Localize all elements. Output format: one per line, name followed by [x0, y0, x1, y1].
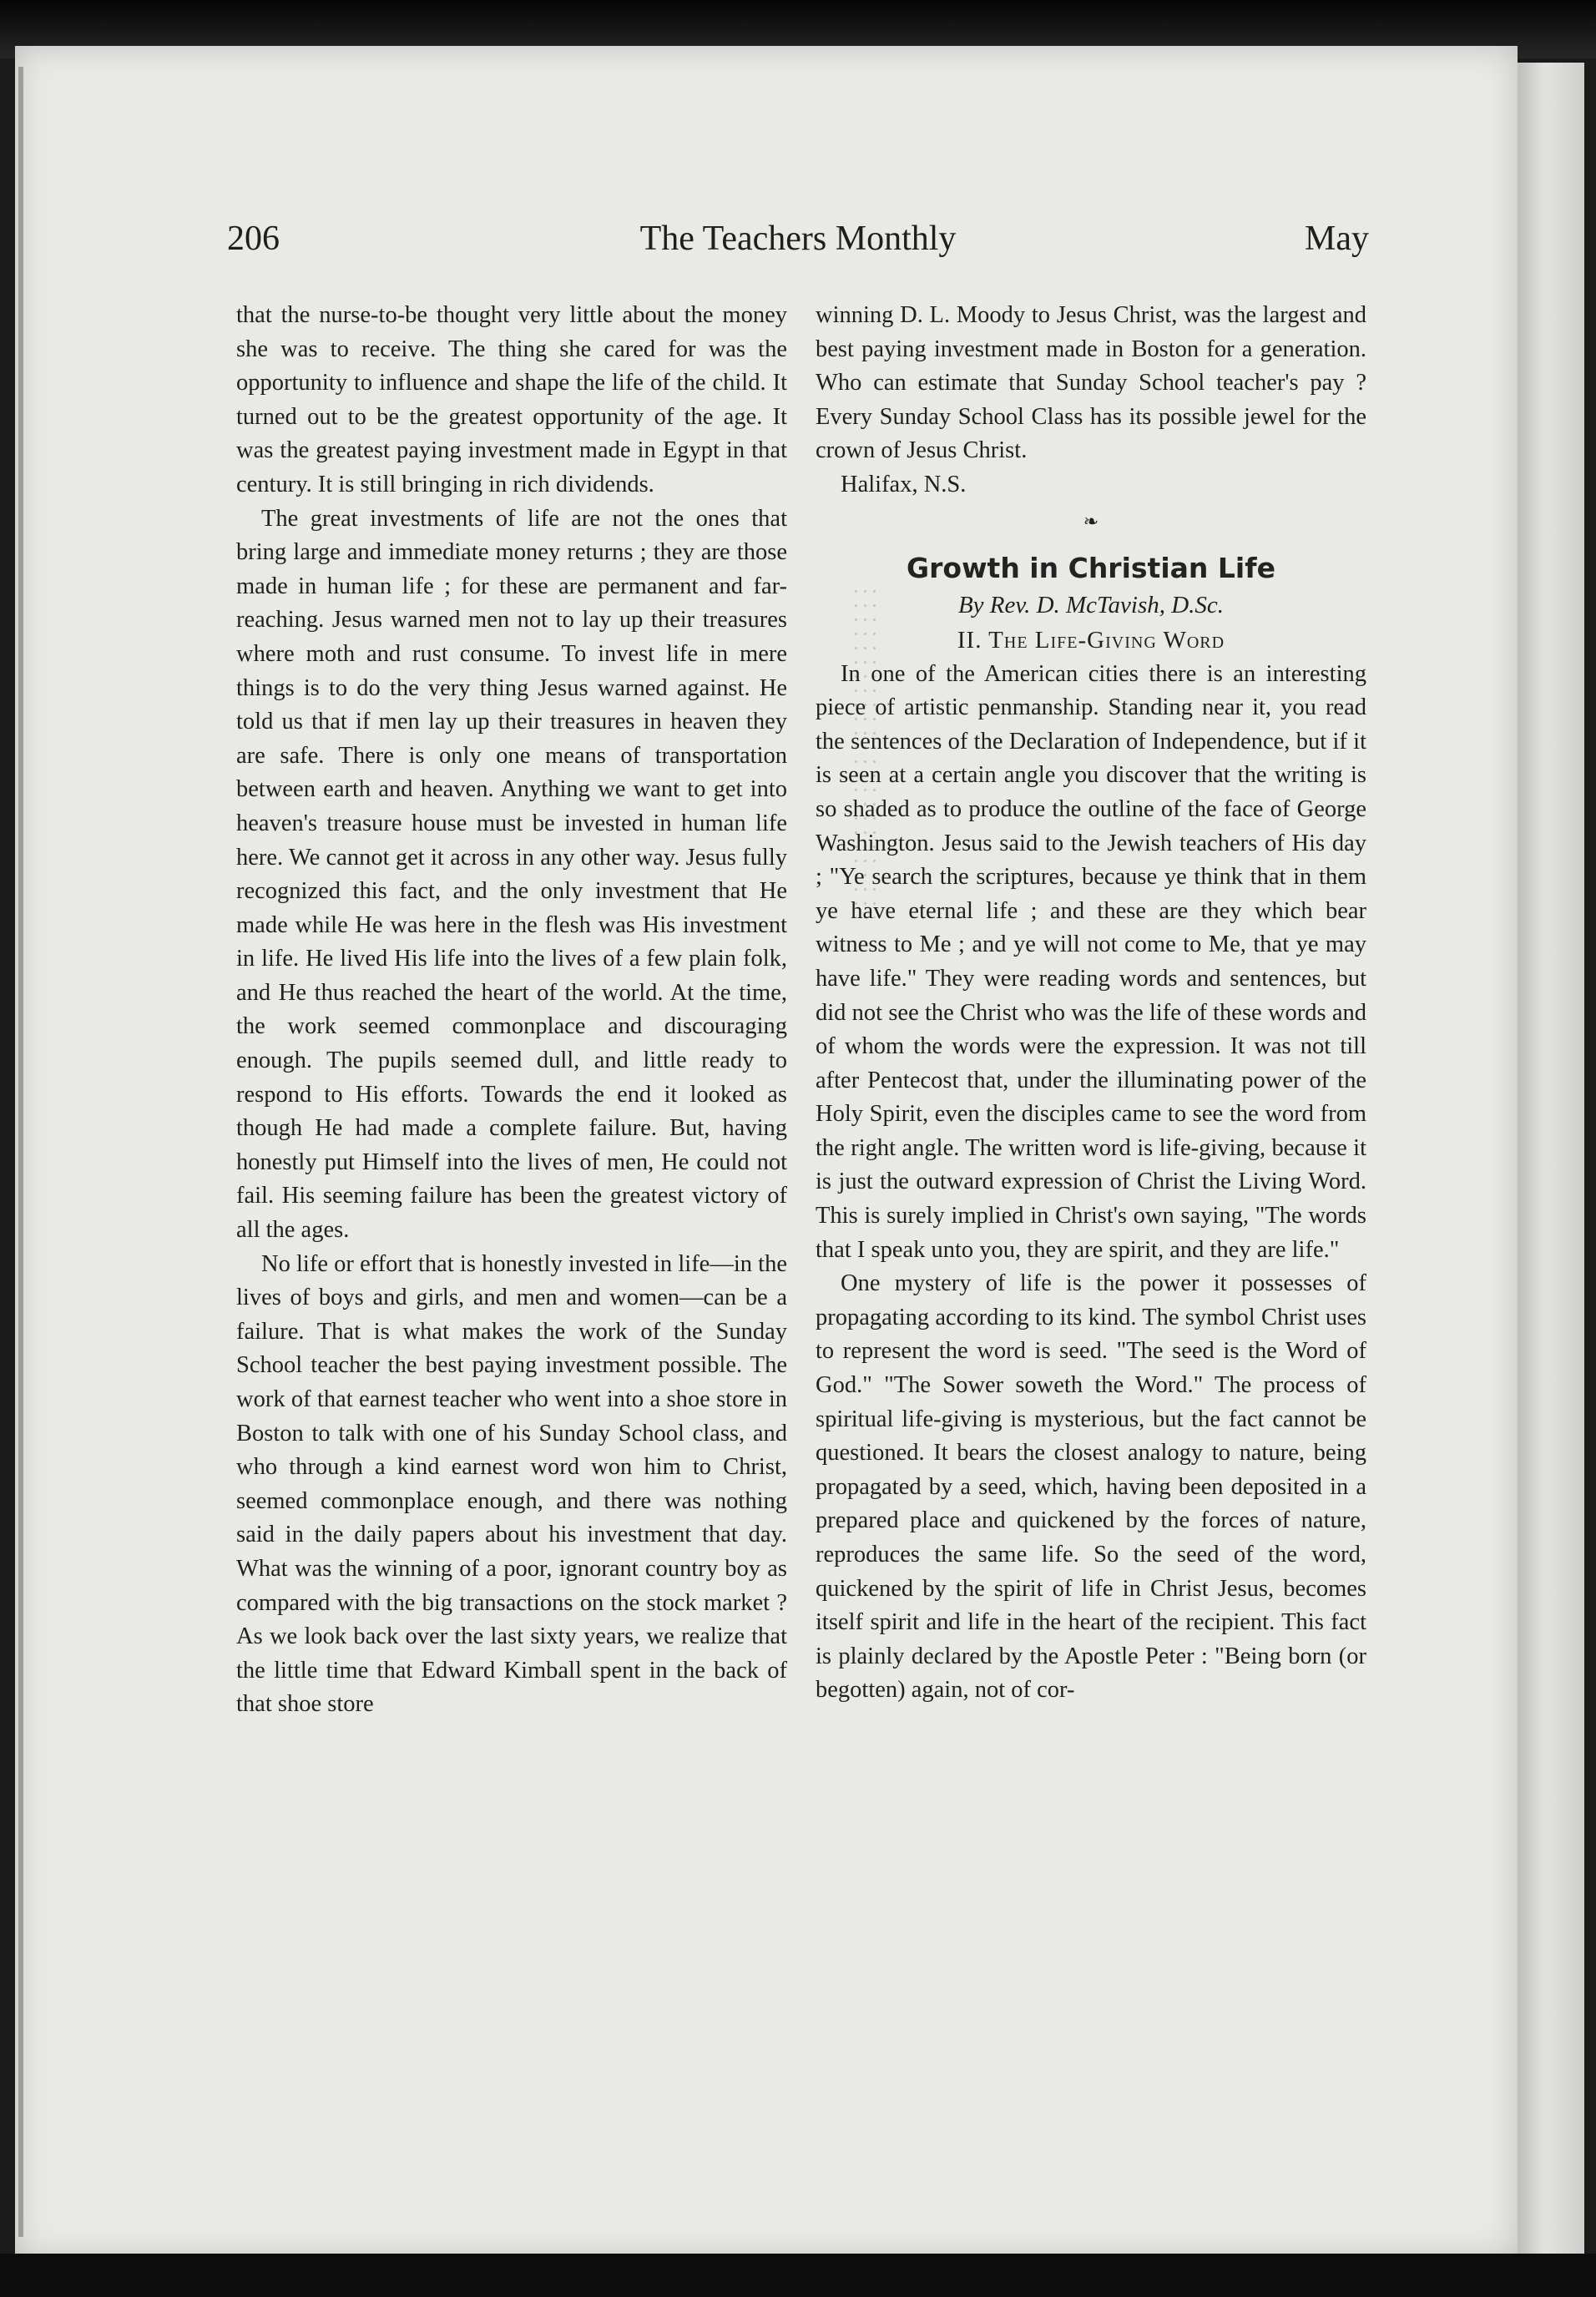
place-signature: Halifax, N.S. [841, 471, 967, 497]
paragraph: No life or effort that is honestly invested in life—in the lives of boys and girls, and men and women—can be a failure. That is what makes the work of the Sunday School teacher the best paying investment possible. The work of that earnest teacher who went into a shoe store in Boston to talk with one of his Sunday School class, and who through a kind earnest word won him to Christ, seemed commonplace enough, and there was nothing said in the daily papers about his investment that day. What was the winning of a poor, ignorant country boy as compared with the big transactions on the stock market ? As we look back over the last sixty years, we realize that the little time that Edward Kimball spent in the back of that shoe store [236, 1250, 787, 1718]
article-byline: By Rev. D. McTavish, D.Sc. [957, 591, 1225, 618]
article-title: Growth in Christian Life [907, 551, 1275, 584]
issue-month: May [1305, 220, 1369, 258]
ornament-icon: ❧ [1083, 510, 1099, 532]
journal-title: The Teachers Monthly [639, 220, 957, 258]
right-column [816, 299, 1366, 1708]
next-page-edge [1518, 63, 1584, 2254]
paragraph: In one of the American cities there is an interesting piece of artistic penmanship. Standing near it, you read the sentences of the Declaration of Independence, but if it is seen at a certain angle you discover that the writing is so shaded as to produce the outline of the face of George Washington. Jesus said to the Jewish teachers of His day ; "Ye search the scriptures, because ye think that in them ye have eternal life ; and these are they which bear witness to Me ; and ye will not come to Me, that ye may have life." They were reading words and sentences, but did not see the Christ who was the life of these words and of whom the words were the expression. It was not till after Pentecost that, under the illuminating power of the Holy Spirit, even the disciples came to see the word from the right angle. The written word is life-giving, because it is just the outward expression of Christ the Living Word. This is surely implied in Christ's own saying, "The words that I speak unto you, they are spirit, and they are life." [816, 660, 1366, 1263]
paragraph: The great investments of life are not the ones that bring large and immediate money returns ; they are those made in human life ; for these are permanent and far-reaching. Jesus warned men not to lay up their treasures where moth and rust consume. To invest life in mere things is to do the very thing Jesus warned against. He told us that if men lay up their treasures in heaven they are safe. There is only one means of transportation between earth and heaven. Anything we want to get into heaven's treasure house must be invested in human life here. We cannot get it across in any other way. Jesus fully recognized this fact, and the only investment that He made while He was here in the flesh was His investment in life. He lived His life into the lives of a few plain folk, and He thus reached the heart of the world. At the time, the work seemed commonplace and discouraging enough. The pupils seemed dull, and little ready to respond to His efforts. Towards the end it looked as though He had made a complete failure. But, having honestly put Himself into the lives of men, He could not fail. His seeming failure has been the greatest victory of all the ages. [236, 505, 787, 1244]
paragraph: winning D. L. Moody to Jesus Christ, was the largest and best paying investment made in Boston for a generation. Who can estimate that Sunday School teacher's pay ? Every Sunday School Class has its possible jewel for the crown of Jesus Christ. [816, 302, 1366, 464]
paragraph: One mystery of life is the power it possesses of propagating according to its kind. The symbol Christ uses to represent the word is seed. "The seed is the Word of God." "The Sower soweth the Word." The process of spiritual life-giving is mysterious, but the fact cannot be questioned. It bears the closest analogy to nature, being propagated by a seed, which, having been deposited in a prepared place and quickened by the forces of nature, reproduces the same life. So the seed of the word, quickened by the spirit of life in Christ Jesus, becomes itself spirit and life in the heart of the recipient. This fact is plainly declared by the Apostle Peter : "Being born (or begotten) again, not of cor- [816, 1270, 1366, 1704]
page-number: 206 [227, 220, 280, 258]
running-header [227, 219, 1369, 279]
scan-border-bottom [0, 2254, 1596, 2297]
left-column [236, 299, 787, 1722]
section-heading: II. The Life-Giving Word [957, 626, 1225, 654]
page-binding-edge [18, 67, 23, 2237]
paragraph: that the nurse-to-be thought very little about the money she was to receive. The thing she cared for was the opportunity to influence and shape the life of the child. It turned out to be the greatest opportunity of the age. It was the greatest paying investment made in Egypt in that century. It is still bringing in rich dividends. [236, 302, 787, 497]
